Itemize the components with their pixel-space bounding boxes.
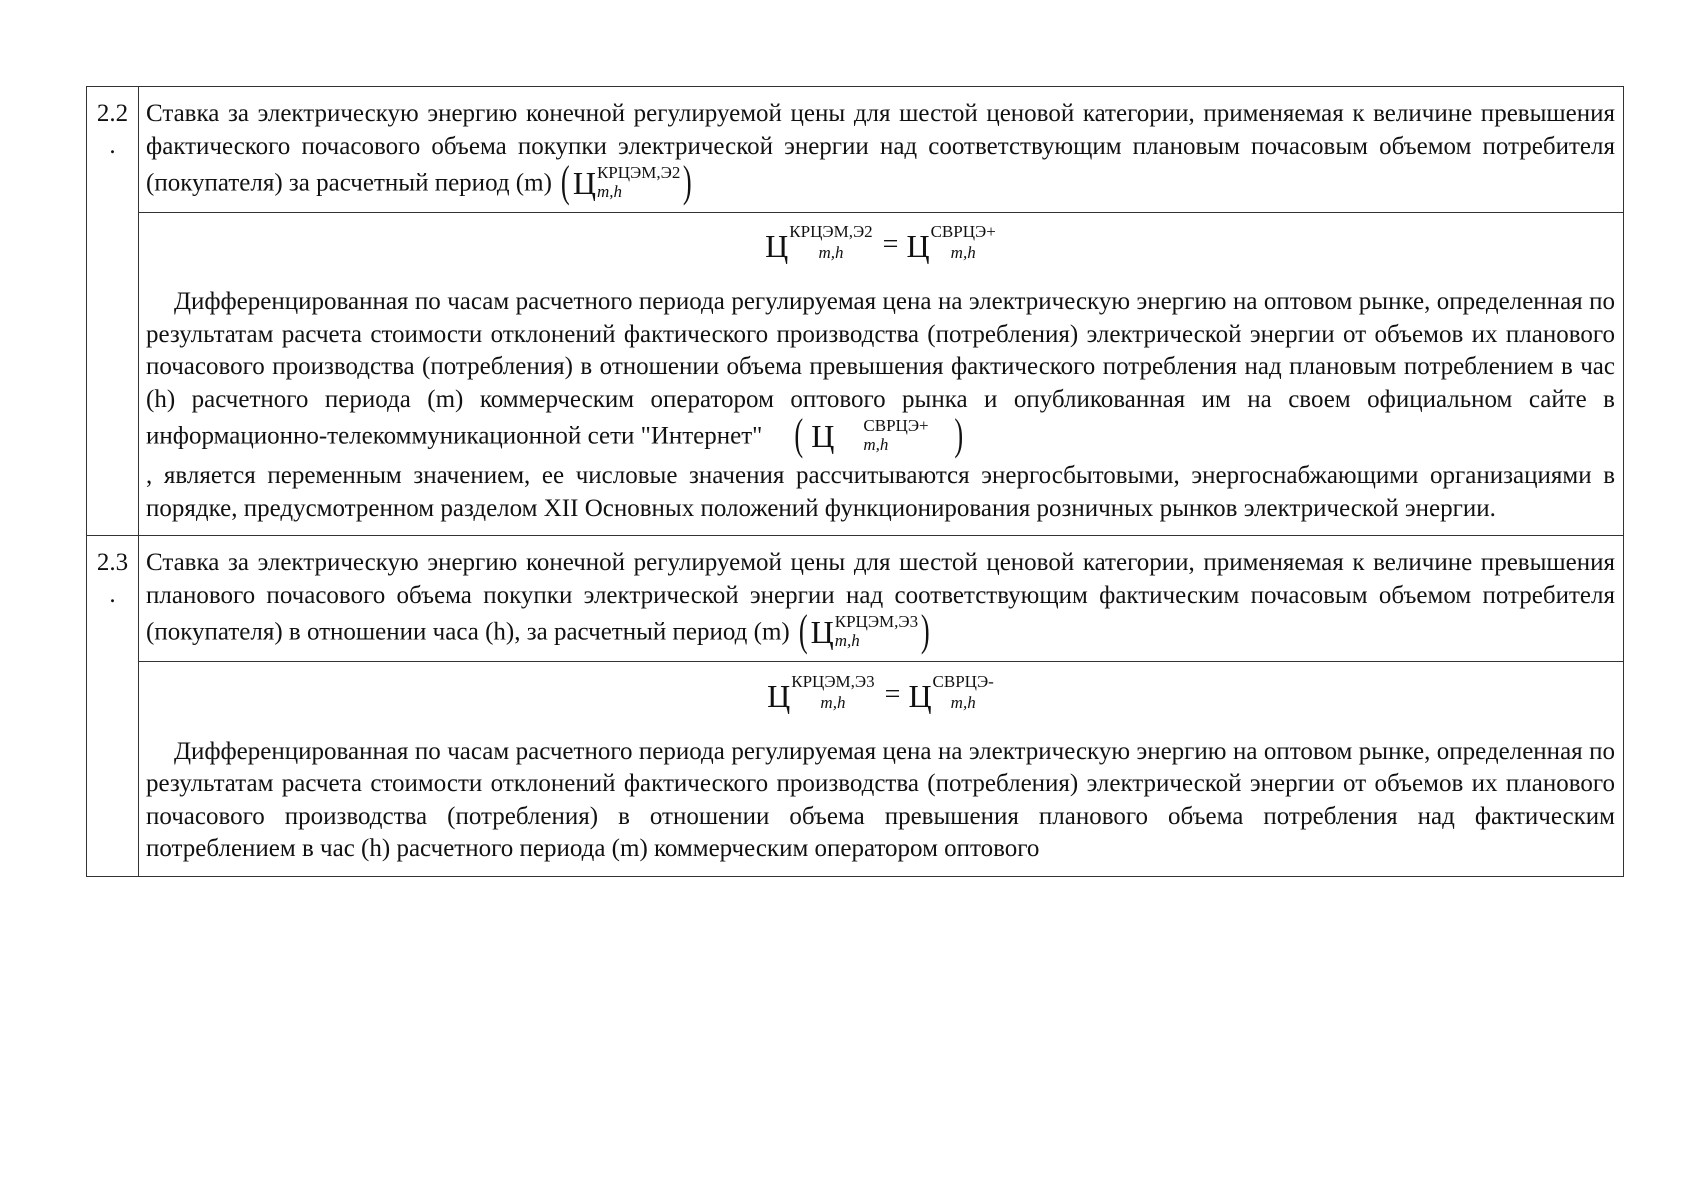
row-heading xyxy=(146,547,1615,656)
heading-text: Ставка за электрическую энергию конечной регулируемой цены для шестой ценовой категории, применяемая к величине превышения планового почасового объема покупки электрической энергии над соответствующим фактическим почасовым объемом потребителя (покупателя) в отношении часа (h), за расчетный период (m) xyxy=(146,549,1615,646)
inline-formula: ( Ц СВРЦЭ+ m,h ) xyxy=(793,410,963,460)
row-number-cell xyxy=(87,87,139,536)
row-body-cell xyxy=(139,662,1624,876)
table-row-2-2-heading xyxy=(87,87,1624,213)
formula-block: Ц КРЦЭМ,Э3 m,h = Ц СВРЦЭ- m,h xyxy=(767,671,994,714)
row-heading-cell xyxy=(139,536,1624,662)
row-number: 2.2 xyxy=(96,100,129,127)
row-number-dot: . xyxy=(109,132,116,159)
row-heading xyxy=(146,98,1615,204)
table-row-2-2-body xyxy=(87,213,1624,536)
heading-text: Ставка за электрическую энергию конечной регулируемой цены для шестой ценовой категории, применяемая к величине превышения фактического почасового объема покупки электрической энергии над соответствующим плановым почасовым объемом потребителя (покупателя) за расчетный период (m) xyxy=(146,100,1615,197)
heading-formula: (Ц КРЦЭМ,Э3 m,h ) xyxy=(798,606,930,656)
row-number: 2.3 xyxy=(96,549,129,577)
row-heading-cell xyxy=(139,87,1624,213)
row-number-dot: . xyxy=(109,581,116,609)
row-body-cell xyxy=(139,213,1624,536)
description-paragraph: Дифференцированная по часам расчетного периода регулируемая цена на электрическую энергию на оптовом рынке, определенная по результатам расчета стоимости отклонений фактического производства (потребления) электрической энергии от объемов их планового почасового производства (потребления) в отношении объема превышения планового объема потребления над фактическим потреблением в час (h) расчетного периода (m) коммерческим оператором оптового xyxy=(146,737,1615,863)
description-paragraph: Дифференцированная по часам расчетного периода регулируемая цена на электрическую энергию на оптовом рынке, определенная по результатам расчета стоимости отклонений фактического производства (потребления) электрической энергии от объемов их планового почасового производства (потребления) в отношении объема превышения фактического потребления над плановым потреблением в час (h) расчетного периода (m) коммерческим оператором оптового рынка и опубликованная им на своем официальном сайте в информационно-телекоммуникационной сети "Интернет" ( Ц СВРЦЭ+ m,h ) , является переменным значением, ее числовые значения рассчитываются энергосбытовыми, энергоснабжающими организациями в порядке, предусмотренном разделом XII Основных положений функционирования розничных рынков электрической энергии. xyxy=(146,288,1615,522)
table-row-2-3-heading xyxy=(87,536,1624,662)
table-row-2-3-body xyxy=(87,662,1624,876)
tariff-table xyxy=(86,86,1624,877)
heading-formula: (Ц КРЦЭМ,Э2 m,h ) xyxy=(561,157,693,206)
formula-block: Ц КРЦЭМ,Э2 m,h = Ц СВРЦЭ+ m,h xyxy=(765,222,996,265)
row-number-cell xyxy=(87,536,139,876)
